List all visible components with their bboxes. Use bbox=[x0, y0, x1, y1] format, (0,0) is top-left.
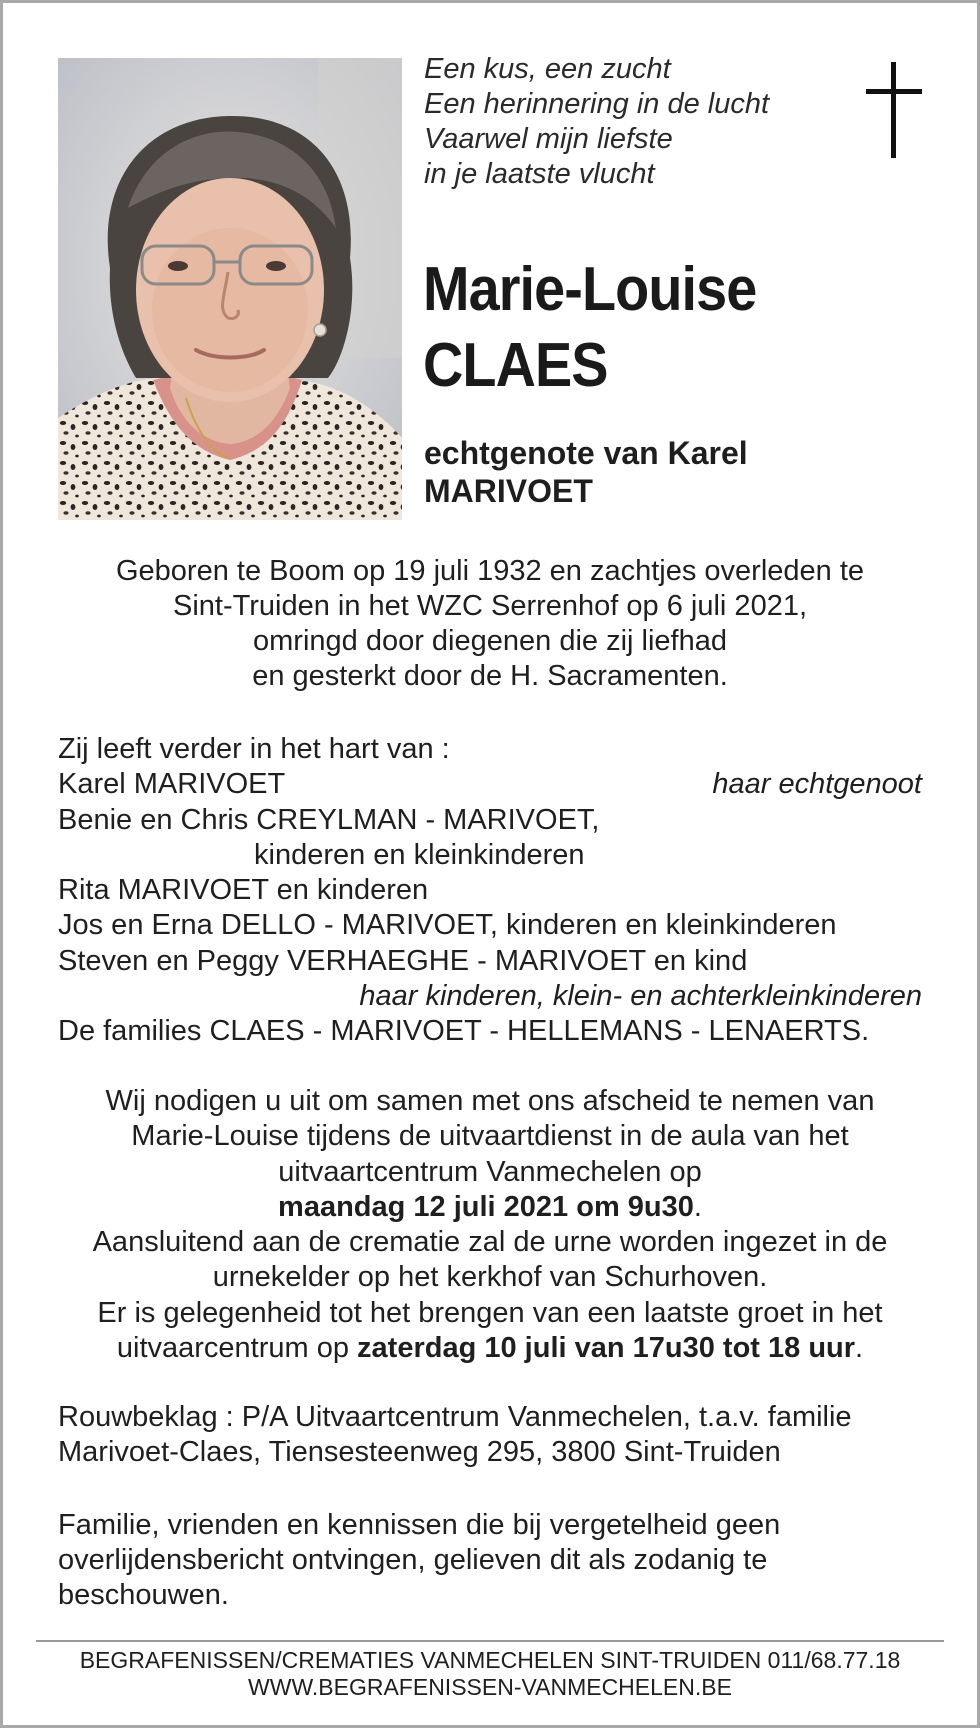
footer bbox=[36, 1647, 944, 1701]
service-line: uitvaartcentrum Vanmechelen op bbox=[278, 1155, 702, 1188]
poem-line: Vaarwel mijn liefste bbox=[424, 123, 673, 155]
condolence-address bbox=[58, 1400, 922, 1470]
poem bbox=[424, 52, 804, 192]
footer-website: WWW.BEGRAFENISSEN-VANMECHELEN.BE bbox=[248, 1674, 732, 1700]
footer-divider bbox=[36, 1640, 944, 1642]
visitation-line: uitvaarcentrum op zaterdag 10 juli van 17u30 tot 18 uur. bbox=[116, 1332, 864, 1365]
survivor-child: Rita MARIVOET en kinderen bbox=[58, 874, 429, 907]
husband-relation: haar echtgenoot bbox=[712, 768, 922, 801]
survivor-child-sub: kinderen en kleinkinderen bbox=[254, 838, 585, 871]
service-line: Er is gelegenheid tot het brengen van een laatste groet in het bbox=[97, 1296, 883, 1329]
spouse-line-2: MARIVOET bbox=[424, 473, 593, 509]
survivor-child: Steven en Peggy VERHAEGHE - MARIVOET en kind bbox=[58, 944, 748, 977]
service-line: Wij nodigen u uit om samen met ons afscheid te nemen van bbox=[105, 1085, 875, 1117]
children-relation: haar kinderen, klein- en achterkleinkinderen bbox=[359, 980, 922, 1013]
survivor-husband bbox=[58, 767, 922, 802]
survivors-intro: Zij leeft verder in het hart van : bbox=[58, 733, 450, 765]
portrait-illustration bbox=[58, 58, 402, 520]
condolence-line: Marivoet-Claes, Tiensesteenweg 295, 3800 Sint-Truiden bbox=[58, 1436, 781, 1468]
deceased-name bbox=[423, 252, 756, 404]
service-date-line: maandag 12 juli 2021 om 9u30. bbox=[278, 1190, 702, 1223]
deceased-first-name: Marie-Louise bbox=[423, 255, 757, 324]
cross-icon bbox=[866, 62, 922, 158]
notice-line: Familie, vrienden en kennissen die bij vergetelheid geen bbox=[58, 1509, 781, 1541]
poem-line: in je laatste vlucht bbox=[424, 158, 655, 190]
footer-company: BEGRAFENISSEN/CREMATIES VANMECHELEN SINT-TRUIDEN 011/68.77.18 bbox=[79, 1647, 901, 1673]
survivor-child: Benie en Chris CREYLMAN - MARIVOET, bbox=[58, 803, 600, 836]
visitation-time: zaterdag 10 juli van 17u30 tot 18 uur bbox=[357, 1332, 856, 1365]
portrait-photo bbox=[58, 58, 402, 520]
notice-line: beschouwen. bbox=[58, 1579, 229, 1611]
birth-line: en gesterkt door de H. Sacramenten. bbox=[252, 660, 728, 692]
poem-line: Een kus, een zucht bbox=[424, 53, 671, 85]
survivors-list bbox=[58, 732, 922, 1050]
service-line: Aansluitend aan de crematie zal de urne worden ingezet in de bbox=[92, 1226, 888, 1259]
service-line: urnekelder op het kerkhof van Schurhoven. bbox=[212, 1261, 768, 1294]
birth-line: Sint-Truiden in het WZC Serrenhof op 6 juli 2021, bbox=[172, 590, 808, 622]
service-line: Marie-Louise tijdens de uitvaartdienst in de aula van het bbox=[131, 1120, 849, 1153]
funeral-service-info bbox=[58, 1084, 922, 1366]
spouse-line bbox=[424, 434, 748, 510]
poem-line: Een herinnering in de lucht bbox=[424, 88, 770, 120]
husband-name: Karel MARIVOET bbox=[58, 768, 286, 801]
notice-line: overlijdensbericht ontvingen, gelieven dit als zodanig te bbox=[58, 1544, 768, 1576]
deceased-last-name: CLAES bbox=[423, 331, 608, 400]
birth-line: omringd door diegenen die zij liefhad bbox=[253, 625, 727, 657]
survivor-child: Jos en Erna DELLO - MARIVOET, kinderen en kleinkinderen bbox=[58, 909, 837, 942]
service-date: maandag 12 juli 2021 om 9u30 bbox=[278, 1190, 694, 1223]
birth-death-info bbox=[58, 554, 922, 694]
families-line: De families CLAES - MARIVOET - HELLEMANS - LENAERTS. bbox=[58, 1015, 870, 1048]
spouse-line-1: echtgenote van Karel bbox=[424, 435, 748, 471]
notice-text bbox=[58, 1508, 922, 1613]
birth-line: Geboren te Boom op 19 juli 1932 en zachtjes overleden te bbox=[115, 555, 865, 587]
condolence-line: Rouwbeklag : P/A Uitvaartcentrum Vanmechelen, t.a.v. familie bbox=[58, 1401, 852, 1433]
